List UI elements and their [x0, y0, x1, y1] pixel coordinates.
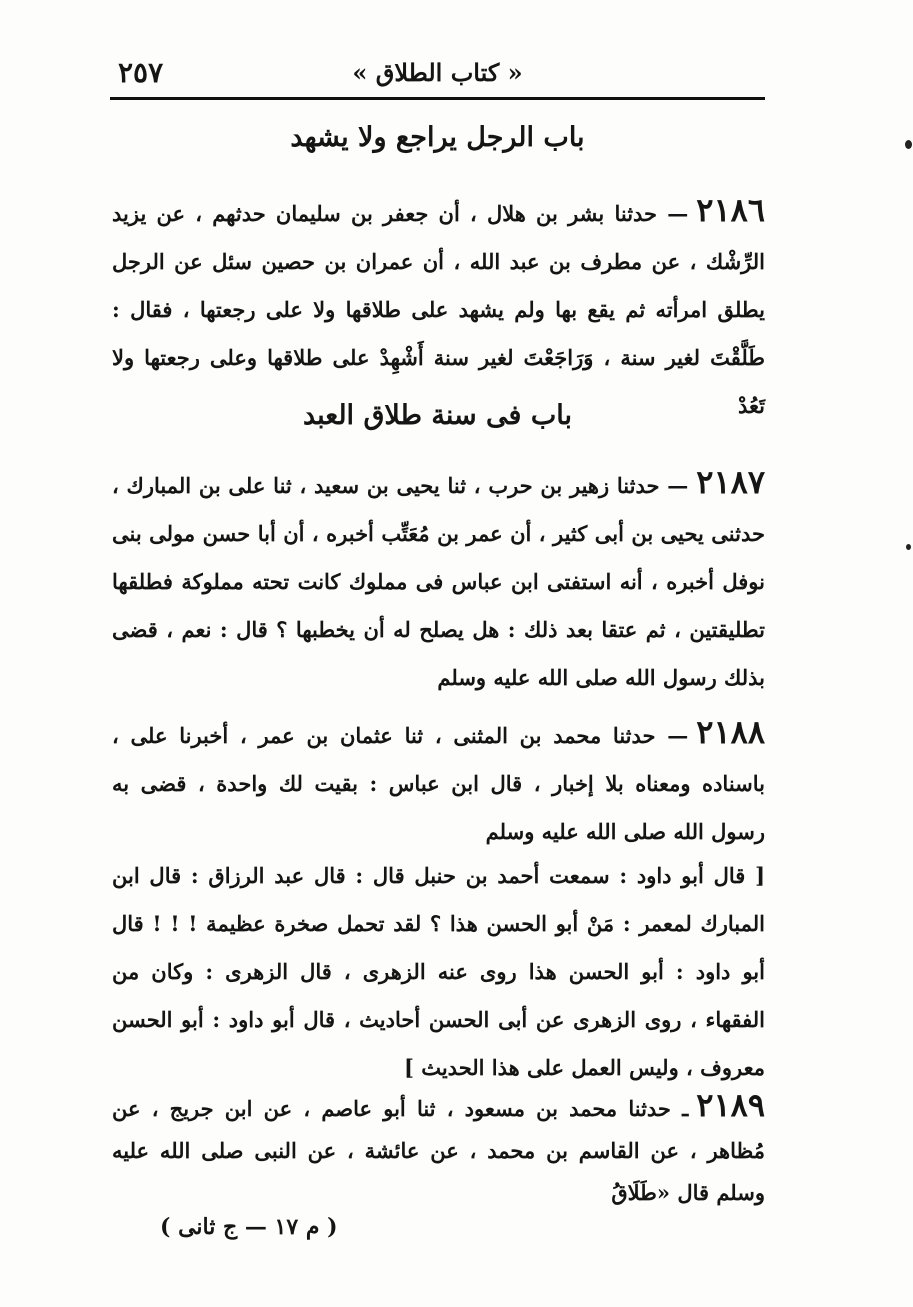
- hadith-text: — حدثنا بشر بن هلال ، أن جعفر بن سليمان حدثهم ، عن يزيد الرِّشْك ، عن مطرف بن عبد الله ، أن عمران بن حصين سئل عن الرجل يطلق امرأته ثم يقع بها ولم يشهد على طلاقها ولا على رجعتها ، فقال : طَلَّقْتَ لغير سنة ، وَرَاجَعْتَ لغير سنة أَشْهِدْ على طلاقها وعلى رجعتها ولا تَعُدْ: [112, 201, 765, 418]
- hadith-paragraph: [112, 1084, 765, 1212]
- hadith-number: ٢١٨٧: [696, 463, 765, 501]
- hadith-text: — حدثنا محمد بن المثنى ، ثنا عثمان بن عمر ، أخبرنا على ، باسناده ومعناه بلا إخبار ، قال ابن عباس : بقيت لك واحدة ، قضى به رسول الله صلى الله عليه وسلم: [112, 723, 765, 844]
- hadith-text: — حدثنا زهير بن حرب ، ثنا يحيى بن سعيد ، ثنا على بن المبارك ، حدثنى يحيى بن أبى كثير ، أن عمر بن مُعَتِّب أخبره ، أن أبا حسن مولى بنى نوفل أخبره ، أنه استفتى ابن عباس فى مملوك كانت تحته مملوكة فطلقها تطليقتين ، ثم عتقا بعد ذلك : هل يصلح له أن يخطبها ؟ قال : نعم ، قضى بذلك رسول الله صلى الله عليه وسلم: [112, 473, 765, 690]
- hadith-text: ـ حدثنا محمد بن مسعود ، ثنا أبو عاصم ، عن ابن جريج ، عن مُظاهر ، عن القاسم بن محمد ، عن عائشة ، عن النبى صلى الله عليه وسلم قال «طَلَاقُ: [112, 1096, 765, 1205]
- page-header: [110, 52, 765, 96]
- hadith-number: ٢١٨٨: [696, 713, 765, 751]
- margin-speck: [905, 140, 912, 149]
- header-rule: [110, 97, 765, 100]
- margin-speck: [906, 544, 911, 550]
- commentary-paragraph: [112, 852, 765, 1092]
- book-title: « كتاب الطلاق »: [352, 58, 523, 87]
- hadith-paragraph: [112, 708, 765, 852]
- commentary-text: [ قال أبو داود : سمعت أحمد بن حنبل قال : قال عبد الرزاق : قال ابن المبارك لمعمر : مَنْ أبو الحسن هذا ؟ لقد تحمل صخرة عظيمة ! ! ! قال أبو داود : أبو الحسن هذا روى عنه الزهرى ، قال الزهرى : وكان من الفقهاء ، روى الزهرى عن أبى الحسن أحاديث ، قال أبو داود : أبو الحسن معروف ، وليس العمل على هذا الحديث ]: [112, 863, 765, 1080]
- page-number: ٢٥٧: [118, 56, 164, 89]
- hadith-number: ٢١٨٩: [696, 1086, 765, 1124]
- hadith-number: ٢١٨٦: [696, 191, 765, 229]
- chapter-heading: باب الرجل يراجع ولا يشهد: [290, 122, 585, 153]
- chapter-heading: باب فى سنة طلاق العبد: [302, 400, 573, 431]
- signature-mark: ( م ١٧ — ج ثانى ): [160, 1214, 338, 1240]
- hadith-paragraph: [112, 458, 765, 698]
